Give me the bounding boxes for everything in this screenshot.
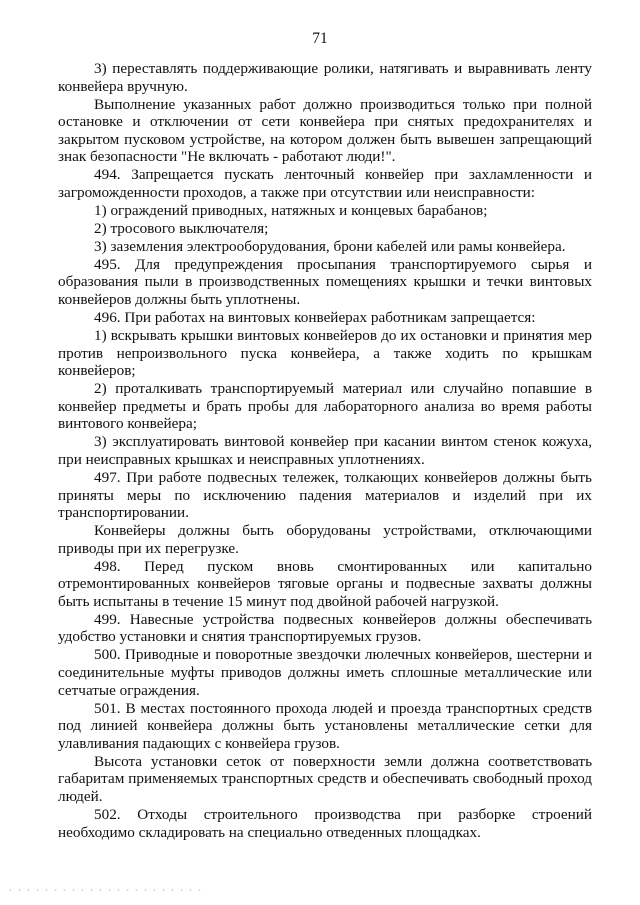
paragraph-499: 499. Навесные устройства подвесных конвейеров должны обеспечивать удобство установки и снятия транспортируемых грузов.	[58, 610, 592, 646]
paragraph: 2) тросового выключателя;	[94, 219, 269, 237]
paragraph-497: 497. При работе подвесных тележек, толкающих конвейеров должны быть приняты меры по исключению падения материалов и изделий при их транспортировании.	[58, 468, 592, 522]
paragraph: 3) заземления электрооборудования, брони кабелей или рамы конвейера.	[94, 237, 566, 255]
paragraph: 3) переставлять поддерживающие ролики, натягивать и выравнивать ленту конвейера вручную.	[58, 60, 592, 95]
paragraph: Высота установки сеток от поверхности земли должна соответствовать габаритам применяемых транспортных средств и обеспечивать свободный проход людей.	[58, 752, 592, 805]
paragraph: 1) ограждений приводных, натяжных и концевых барабанов;	[94, 201, 488, 219]
paragraph-500: 500. Приводные и поворотные звездочки люлечных конвейеров, шестерни и соединительные муфты приводов должны иметь сплошные металлические или сетчатые ограждения.	[58, 646, 592, 699]
paragraph: 1) вскрывать крышки винтовых конвейеров до их остановки и принятия мер против непроизвольного пуска конвейера, а также ходить по крышкам конвейеров;	[58, 327, 592, 380]
page-number: 71	[312, 30, 328, 47]
paragraph: 2) проталкивать транспортируемый материал или случайно попавшие в конвейер предметы и брать пробы для лабораторного анализа во время работы винтового конвейера;	[58, 380, 592, 433]
scan-artifact	[6, 889, 206, 891]
paragraph-496: 496. При работах на винтовых конвейерах работникам запрещается:	[94, 309, 536, 327]
paragraph: Конвейеры должны быть оборудованы устройствами, отключающими приводы при их перегрузке.	[58, 522, 592, 557]
paragraph-501: 501. В местах постоянного прохода людей и проезда транспортных средств под линией конвейера должны быть установлены металлические сетки для улавливания падающих с конвейера грузов.	[58, 699, 592, 752]
paragraph-494: 494. Запрещается пускать ленточный конвейер при захламленности и загроможденности проходов, а также при отсутствии или неисправности:	[58, 166, 592, 201]
paragraph-498: 498. Перед пуском вновь смонтированных или капитально отремонтированных конвейеров тяговые органы и подвесные захваты должны быть испытаны в течение 15 минут под двойной рабочей нагрузкой.	[58, 557, 592, 610]
paragraph: 3) эксплуатировать винтовой конвейер при касании винтом стенок кожуха, при неисправных крышках и неисправных уплотнениях.	[58, 433, 592, 468]
paragraph: Выполнение указанных работ должно производиться только при полной остановке и отключении от сети конвейера при снятых предохранителях и закрытом пусковом устройстве, на котором должен быть вывешен запрещающий знак безопасности "Не включать - работают люди!".	[58, 95, 592, 166]
paragraph-502: 502. Отходы строительного производства при разборке строений необходимо складировать на специально отведенных площадках.	[58, 805, 592, 841]
paragraph-495: 495. Для предупреждения просыпания транспортируемого сырья и образования пыли в производственных помещениях крышки и течки винтовых конвейеров должны быть уплотнены.	[58, 255, 592, 309]
document-body	[58, 60, 592, 842]
